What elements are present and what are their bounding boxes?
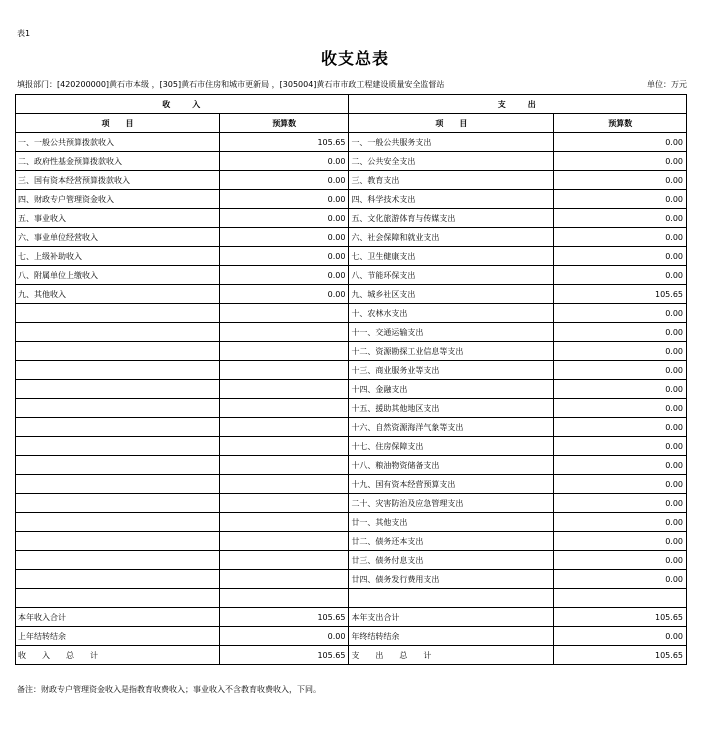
expense-value-cell: 0.00 [554, 475, 687, 494]
expense-item-cell: 十四、金融支出 [349, 380, 554, 399]
expense-item-cell: 十八、粮油物资储备支出 [349, 456, 554, 475]
expense-item-cell: 廿一、其他支出 [349, 513, 554, 532]
income-item-cell [16, 342, 220, 361]
income-value-cell: 0.00 [219, 209, 349, 228]
expense-value-cell: 0.00 [554, 190, 687, 209]
expense-value-cell: 0.00 [554, 266, 687, 285]
expense-item-cell: 一、一般公共服务支出 [349, 133, 554, 152]
table-row [16, 228, 687, 247]
table-row [16, 551, 687, 570]
table-row [16, 304, 687, 323]
expense-item-cell: 八、节能环保支出 [349, 266, 554, 285]
income-item-cell [16, 456, 220, 475]
expense-section-header: 支 出 [349, 95, 687, 114]
table-row [16, 323, 687, 342]
table-row [16, 418, 687, 437]
expense-item-cell: 十一、交通运输支出 [349, 323, 554, 342]
table-row [16, 494, 687, 513]
expense-item-cell: 九、城乡社区支出 [349, 285, 554, 304]
budget-summary-table [15, 94, 687, 665]
expense-value-cell: 105.65 [554, 646, 687, 665]
table-row [16, 513, 687, 532]
expense-value-cell: 0.00 [554, 342, 687, 361]
income-item-cell [16, 380, 220, 399]
income-item-cell [16, 418, 220, 437]
table-row [16, 190, 687, 209]
expense-item-cell: 十二、资源勘探工业信息等支出 [349, 342, 554, 361]
table-row [16, 133, 687, 152]
income-value-cell [219, 570, 349, 589]
expense-value-cell: 0.00 [554, 171, 687, 190]
expense-value-cell: 0.00 [554, 323, 687, 342]
expense-item-cell: 支 出 总 计 [349, 646, 554, 665]
expense-value-cell [554, 589, 687, 608]
income-item-cell [16, 589, 220, 608]
income-value-cell: 105.65 [219, 133, 349, 152]
income-value-cell [219, 551, 349, 570]
income-value-cell: 0.00 [219, 228, 349, 247]
footnote: 备注：财政专户管理资金收入是指教育收费收入；事业收入不含教育收费收入，下同。 [17, 685, 321, 694]
income-item-cell: 七、上级补助收入 [16, 247, 220, 266]
expense-item-cell: 本年支出合计 [349, 608, 554, 627]
income-item-cell [16, 323, 220, 342]
income-value-cell [219, 342, 349, 361]
table-row [16, 285, 687, 304]
income-item-cell [16, 532, 220, 551]
income-value-cell [219, 323, 349, 342]
expense-value-cell: 105.65 [554, 285, 687, 304]
income-item-cell [16, 361, 220, 380]
table-row [16, 247, 687, 266]
income-item-header: 项 目 [16, 114, 220, 133]
expense-value-cell: 0.00 [554, 437, 687, 456]
reporting-department: 填报部门：[420200000]黄石市本级 ，[305]黄石市住房和城市更新局 ，[305004]黄石市市政工程建设质量安全监督站 [17, 80, 445, 89]
expense-value-cell: 0.00 [554, 551, 687, 570]
income-value-cell [219, 304, 349, 323]
expense-item-cell: 十六、自然资源海洋气象等支出 [349, 418, 554, 437]
income-item-cell: 四、财政专户管理资金收入 [16, 190, 220, 209]
income-value-cell: 0.00 [219, 152, 349, 171]
expense-value-cell: 0.00 [554, 361, 687, 380]
table-id: 表1 [17, 29, 31, 38]
income-value-cell [219, 380, 349, 399]
table-row [16, 437, 687, 456]
table-row [16, 399, 687, 418]
expense-item-cell: 年终结转结余 [349, 627, 554, 646]
income-value-cell: 0.00 [219, 171, 349, 190]
expense-value-cell: 0.00 [554, 133, 687, 152]
expense-item-header: 项 目 [349, 114, 554, 133]
expense-item-cell: 十七、住房保障支出 [349, 437, 554, 456]
table-row [16, 475, 687, 494]
column-header-row [16, 114, 687, 133]
expense-item-cell: 十九、国有资本经营预算支出 [349, 475, 554, 494]
table-row [16, 152, 687, 171]
expense-budget-header: 预算数 [554, 114, 687, 133]
table-row [16, 361, 687, 380]
income-value-cell [219, 513, 349, 532]
expense-value-cell: 0.00 [554, 209, 687, 228]
expense-item-cell [349, 589, 554, 608]
summary-row [16, 608, 687, 627]
summary-row [16, 627, 687, 646]
expense-item-cell: 四、科学技术支出 [349, 190, 554, 209]
income-item-cell [16, 475, 220, 494]
expense-item-cell: 七、卫生健康支出 [349, 247, 554, 266]
income-item-cell: 三、国有资本经营预算拨款收入 [16, 171, 220, 190]
table-row [16, 532, 687, 551]
expense-value-cell: 0.00 [554, 380, 687, 399]
table-row [16, 266, 687, 285]
income-item-cell [16, 304, 220, 323]
expense-value-cell: 0.00 [554, 247, 687, 266]
expense-value-cell: 0.00 [554, 152, 687, 171]
income-value-cell: 105.65 [219, 646, 349, 665]
page-title: 收支总表 [320, 49, 389, 68]
expense-value-cell: 0.00 [554, 304, 687, 323]
expense-value-cell: 0.00 [554, 513, 687, 532]
income-value-cell: 0.00 [219, 285, 349, 304]
income-item-cell [16, 494, 220, 513]
income-item-cell [16, 513, 220, 532]
income-value-cell [219, 399, 349, 418]
expense-item-cell: 廿四、债务发行费用支出 [349, 570, 554, 589]
expense-value-cell: 0.00 [554, 532, 687, 551]
income-budget-header: 预算数 [219, 114, 349, 133]
expense-item-cell: 十、农林水支出 [349, 304, 554, 323]
income-section-header: 收 入 [16, 95, 349, 114]
expense-value-cell: 0.00 [554, 456, 687, 475]
table-row [16, 570, 687, 589]
income-value-cell: 0.00 [219, 266, 349, 285]
table-row [16, 456, 687, 475]
income-item-cell: 九、其他收入 [16, 285, 220, 304]
income-value-cell [219, 456, 349, 475]
income-item-cell: 上年结转结余 [16, 627, 220, 646]
income-item-cell: 本年收入合计 [16, 608, 220, 627]
expense-item-cell: 二、公共安全支出 [349, 152, 554, 171]
expense-value-cell: 0.00 [554, 627, 687, 646]
income-value-cell [219, 361, 349, 380]
expense-value-cell: 0.00 [554, 494, 687, 513]
table-row [16, 209, 687, 228]
income-value-cell [219, 589, 349, 608]
table-row [16, 342, 687, 361]
income-item-cell: 五、事业收入 [16, 209, 220, 228]
income-value-cell: 105.65 [219, 608, 349, 627]
income-value-cell [219, 475, 349, 494]
income-value-cell: 0.00 [219, 190, 349, 209]
summary-row [16, 646, 687, 665]
expense-item-cell: 廿三、债务付息支出 [349, 551, 554, 570]
expense-value-cell: 0.00 [554, 570, 687, 589]
income-value-cell [219, 494, 349, 513]
expense-item-cell: 廿二、债务还本支出 [349, 532, 554, 551]
income-item-cell [16, 399, 220, 418]
expense-item-cell: 六、社会保障和就业支出 [349, 228, 554, 247]
section-header-row [16, 95, 687, 114]
table-row [16, 171, 687, 190]
income-value-cell [219, 532, 349, 551]
expense-value-cell: 0.00 [554, 228, 687, 247]
expense-value-cell: 0.00 [554, 399, 687, 418]
income-item-cell [16, 551, 220, 570]
table-row [16, 380, 687, 399]
income-value-cell: 0.00 [219, 627, 349, 646]
expense-item-cell: 十五、援助其他地区支出 [349, 399, 554, 418]
expense-value-cell: 105.65 [554, 608, 687, 627]
expense-value-cell: 0.00 [554, 418, 687, 437]
income-item-cell: 收 入 总 计 [16, 646, 220, 665]
expense-item-cell: 五、文化旅游体育与传媒支出 [349, 209, 554, 228]
income-value-cell [219, 418, 349, 437]
income-item-cell: 一、一般公共预算拨款收入 [16, 133, 220, 152]
income-item-cell: 八、附属单位上缴收入 [16, 266, 220, 285]
table-row [16, 589, 687, 608]
income-value-cell [219, 437, 349, 456]
income-item-cell [16, 570, 220, 589]
income-value-cell: 0.00 [219, 247, 349, 266]
income-item-cell: 二、政府性基金预算拨款收入 [16, 152, 220, 171]
expense-item-cell: 三、教育支出 [349, 171, 554, 190]
expense-item-cell: 十三、商业服务业等支出 [349, 361, 554, 380]
income-item-cell [16, 437, 220, 456]
unit-label: 单位：万元 [647, 80, 687, 89]
expense-item-cell: 二十、灾害防治及应急管理支出 [349, 494, 554, 513]
income-item-cell: 六、事业单位经营收入 [16, 228, 220, 247]
